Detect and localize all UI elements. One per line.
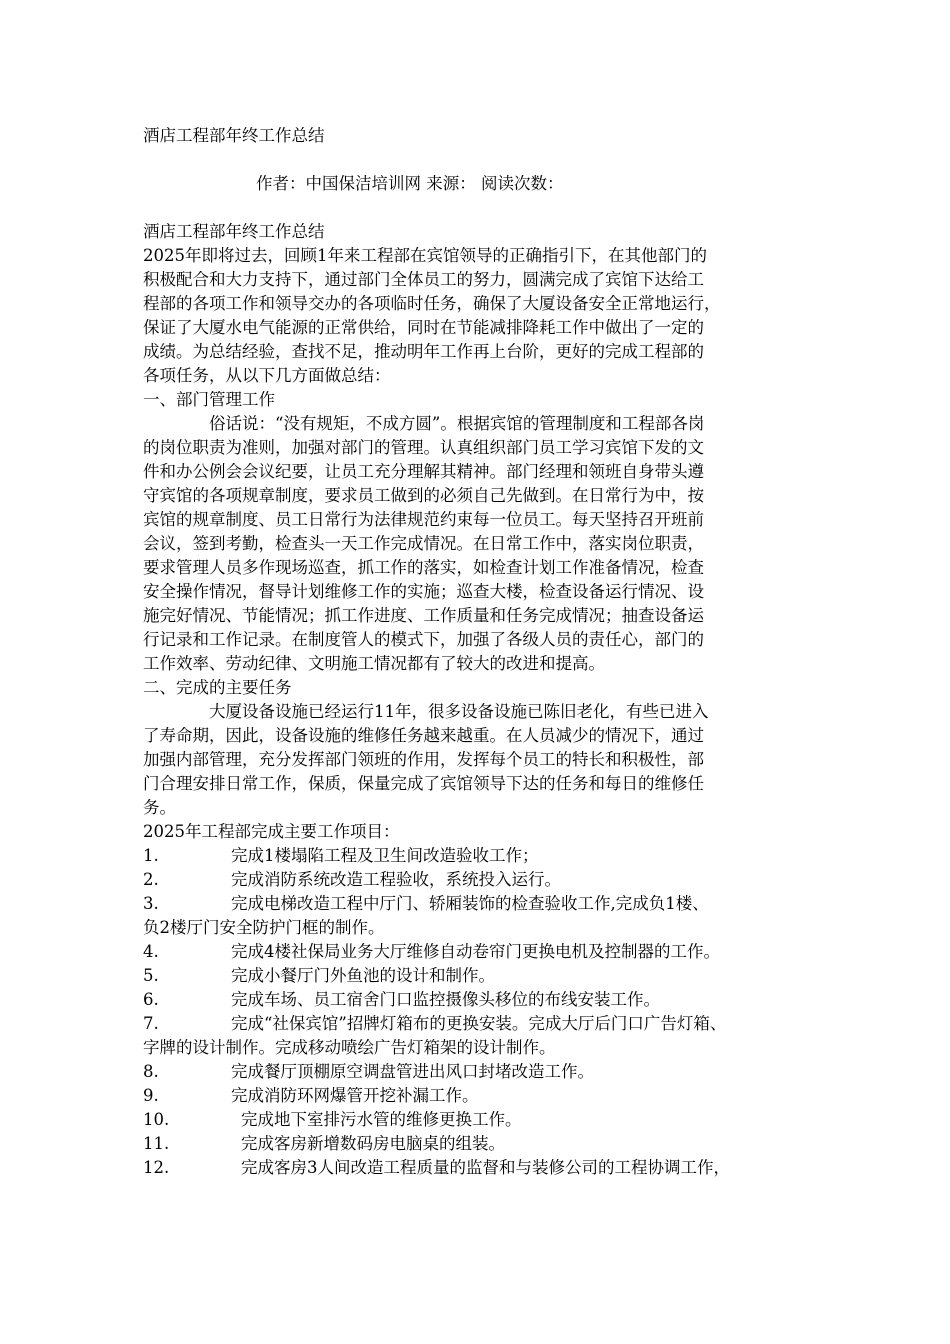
list-item (143, 1084, 479, 1108)
paragraph-line: 安全操作情况，督导计划维修工作的实施；巡查大楼，检查设备运行情况、设 (143, 582, 704, 601)
paragraph-line: 保证了大厦水电气能源的正常供给，同时在节能减排降耗工作中做出了一定的 (143, 318, 704, 337)
list-item-text: 完成小餐厅门外鱼池的设计和制作。 (231, 966, 495, 985)
document-title: 酒店工程部年终工作总结 (143, 126, 325, 145)
list-item (143, 1108, 522, 1132)
list-item-text: 完成地下室排污水管的维修更换工作。 (241, 1110, 522, 1129)
paragraph-line: 守宾馆的各项规章制度，要求员工做到的必须自己先做到。在日常行为中，按 (143, 486, 704, 505)
list-item-number: 3. (143, 894, 159, 913)
paragraph-line: 会议，签到考勤，检查头一天工作完成情况。在日常工作中，落实岗位职责， (143, 534, 704, 553)
list-item-text: 完成客房3人间改造工程质量的监督和与装修公司的工程协调工作， (241, 1158, 730, 1177)
list-item-text: 完成消防系统改造工程验收，系统投入运行。 (231, 870, 561, 889)
paragraph-line: 的岗位职责为准则，加强对部门的管理。认真组织部门员工学习宾馆下发的文 (143, 438, 704, 457)
paragraph-line: 门合理安排日常工作，保质，保量完成了宾馆领导下达的任务和每日的维修任 (143, 774, 704, 793)
paragraph-line: 各项任务，从以下几方面做总结： (143, 366, 391, 385)
list-item-number: 6. (143, 990, 159, 1009)
list-item-text: 完成餐厅顶棚原空调盘管进出风口封堵改造工作。 (231, 1062, 594, 1081)
list-item (143, 988, 660, 1012)
paragraph-line: 大厦设备设施已经运行11年，很多设备设施已陈旧老化，有些已进入 (209, 702, 709, 721)
section-title: 一、部门管理工作 (143, 390, 275, 409)
list-item-text: 完成4楼社保局业务大厅维修自动卷帘门更换电机及控制器的工作。 (231, 942, 720, 961)
paragraph-line: 积极配合和大力支持下，通过部门全体员工的努力，圆满完成了宾馆下达给工 (143, 270, 704, 289)
paragraph-line: 工作效率、劳动纪律、文明施工情况都有了较大的改进和提高。 (143, 654, 605, 673)
paragraph-line: 成绩。为总结经验，查找不足，推动明年工作再上台阶，更好的完成工程部的 (143, 342, 704, 361)
list-item-text: 完成“社保宾馆”招牌灯箱布的更换安装。完成大厅后门口广告灯箱、 (231, 1014, 727, 1033)
list-item-text: 完成车场、员工宿舍门口监控摄像头移位的布线安装工作。 (231, 990, 660, 1009)
list-item-text: 完成1楼塌陷工程及卫生间改造验收工作； (231, 846, 539, 865)
list-item-number: 7. (143, 1014, 159, 1033)
paragraph-line: 施完好情况、节能情况；抓工作进度、工作质量和任务完成情况；抽查设备运 (143, 606, 704, 625)
list-item (143, 1060, 594, 1084)
list-item-number: 11. (143, 1134, 170, 1153)
list-item-number: 5. (143, 966, 159, 985)
paragraph-line: 行记录和工作记录。在制度管人的模式下，加强了各级人员的责任心，部门的 (143, 630, 704, 649)
paragraph-line: 程部的各项工作和领导交办的各项临时任务，确保了大厦设备安全正常地运行， (143, 294, 721, 313)
list-item (143, 844, 539, 868)
list-item-number: 8. (143, 1062, 159, 1081)
list-item-number: 12. (143, 1158, 170, 1177)
list-item-continuation: 字牌的设计制作。完成移动喷绘广告灯箱架的设计制作。 (143, 1038, 556, 1057)
paragraph-line: 宾馆的规章制度、员工日常行为法律规范约束每一位员工。每天坚持召开班前 (143, 510, 704, 529)
paragraph-line: 加强内部管理，充分发挥部门领班的作用，发挥每个员工的特长和积极性，部 (143, 750, 704, 769)
list-item-text: 完成消防环网爆管开挖补漏工作。 (231, 1086, 479, 1105)
list-item-number: 1. (143, 846, 159, 865)
list-item (143, 1156, 730, 1180)
list-item (143, 940, 720, 964)
list-item-number: 2. (143, 870, 159, 889)
paragraph-line: 件和办公例会会议纪要，让员工充分理解其精神。部门经理和领班自身带头遵 (143, 462, 704, 481)
list-item-text: 完成电梯改造工程中厅门、轿厢装饰的检查验收工作,完成负1楼、 (231, 894, 709, 913)
list-item (143, 964, 495, 988)
paragraph-line: 2025年即将过去，回顾1年来工程部在宾馆领导的正确指引下，在其他部门的 (143, 246, 707, 265)
paragraph-line: 要求管理人员多作现场巡查，抓工作的落实，如检查计划工作准备情况，检查 (143, 558, 704, 577)
list-title: 2025年工程部完成主要工作项目： (143, 822, 400, 841)
list-item-continuation: 负2楼厅门安全防护门框的制作。 (143, 918, 385, 937)
paragraph-line: 了寿命期，因此，设备设施的维修任务越来越重。在人员减少的情况下，通过 (143, 726, 704, 745)
section-heading: 酒店工程部年终工作总结 (143, 222, 325, 241)
list-item (143, 1132, 505, 1156)
byline: 作者：中国保洁培训网 来源： 阅读次数： (256, 174, 564, 193)
list-item (143, 1012, 726, 1036)
list-item (143, 892, 709, 916)
paragraph-line: 俗话说：“没有规矩，不成方圆”。根据宾馆的管理制度和工程部各岗 (209, 414, 705, 433)
list-item-number: 9. (143, 1086, 159, 1105)
list-item-number: 10. (143, 1110, 170, 1129)
section-title: 二、完成的主要任务 (143, 678, 292, 697)
list-item-text: 完成客房新增数码房电脑桌的组装。 (241, 1134, 505, 1153)
paragraph-line: 务。 (143, 798, 176, 817)
list-item-number: 4. (143, 942, 159, 961)
list-item (143, 868, 561, 892)
